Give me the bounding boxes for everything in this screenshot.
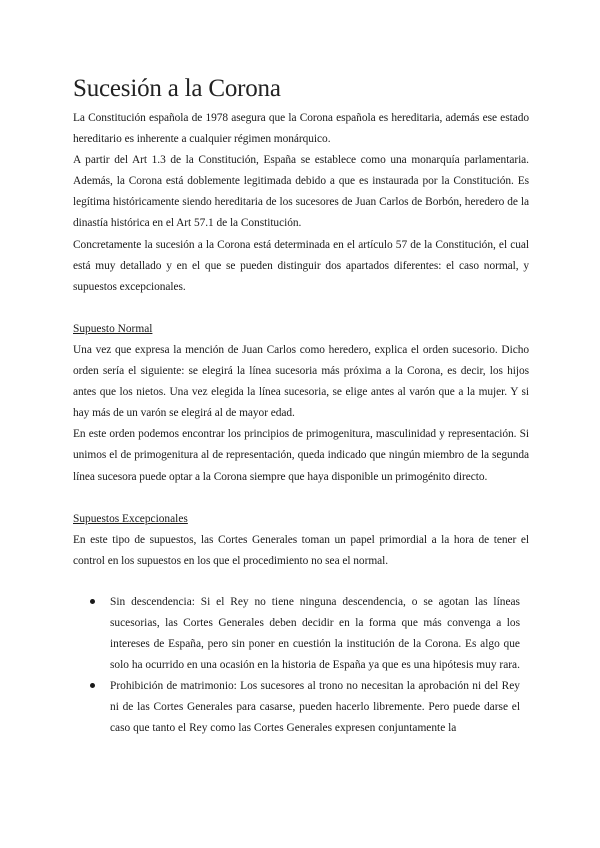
exceptional-paragraph: En este tipo de supuestos, las Cortes Generales toman un papel primordial a la hora de tener el control en los supuestos en los que el procedimiento no sea el normal. (73, 533, 529, 567)
section-heading-exceptional: Supuestos Excepcionales (73, 512, 188, 525)
normal-paragraph: Una vez que expresa la mención de Juan Carlos como heredero, explica el orden sucesorio. Dicho orden sería el siguiente: se elegirá la línea sucesoria más próxima a la Corona, es decir, los hijos antes que los nietos. Una vez elegida la línea sucesoria, se elige antes al varón que a la mujer. Y si hay más de un varón se elegirá al de mayor edad. (73, 343, 529, 420)
bullet-item (110, 592, 520, 676)
bullet-text: Sin descendencia: Si el Rey no tiene ninguna descendencia, o se agotan las líneas sucesorias, las Cortes Generales deben decidir en la forma que más convenga a los intereses de España, pero sin poner en cuestión la institución de la Corona. Es algo que solo ha ocurrido en una ocasión en la historia de España ya que es una hipótesis muy rara. (110, 595, 520, 672)
bullet-text: Prohibición de matrimonio: Los sucesores al trono no necesitan la aprobación ni del Rey ni de las Cortes Generales para casarse, pueden hacerlo libremente. Pero puede darse el caso que tanto el Rey como las Cortes Generales expresen conjuntamente la (110, 680, 520, 735)
intro-paragraph: La Constitución española de 1978 asegura que la Corona española es hereditaria, además ese estado hereditario es inherente a cualquier régimen monárquico. (73, 112, 529, 146)
exceptional-bullet-list (73, 592, 529, 740)
intro-paragraph: Concretamente la sucesión a la Corona está determinada en el artículo 57 de la Constitución, el cual está muy detallado y en el que se pueden distinguir dos apartados diferentes: el caso normal, y supuestos excepcionales. (73, 238, 529, 293)
bullet-dot-icon (90, 599, 95, 604)
section-heading-normal: Supuesto Normal (73, 322, 153, 335)
paragraph-spacer (73, 298, 529, 319)
paragraph-spacer (73, 488, 529, 509)
document-title: Sucesión a la Corona (73, 75, 281, 102)
document-content (73, 74, 529, 740)
bullet-item (110, 676, 520, 739)
intro-paragraph: A partir del Art 1.3 de la Constitución, España se establece como una monarquía parlamentaria. Además, la Corona está doblemente legitimada debido a que es instaurada por la Constitución. Es legítima históricamente siendo hereditaria de los sucesores de Juan Carlos de Borbón, heredero de la dinastía histórica en el Art 57.1 de la Constitución. (73, 154, 529, 230)
normal-paragraph: En este orden podemos encontrar los principios de primogenitura, masculinidad y representación. Si unimos el de primogenitura al de representación, queda indicado que ningún miembro de la segunda línea sucesora puede optar a la Corona siempre que haya disponible un primogénito directo. (73, 428, 529, 483)
bullet-dot-icon (90, 683, 95, 688)
